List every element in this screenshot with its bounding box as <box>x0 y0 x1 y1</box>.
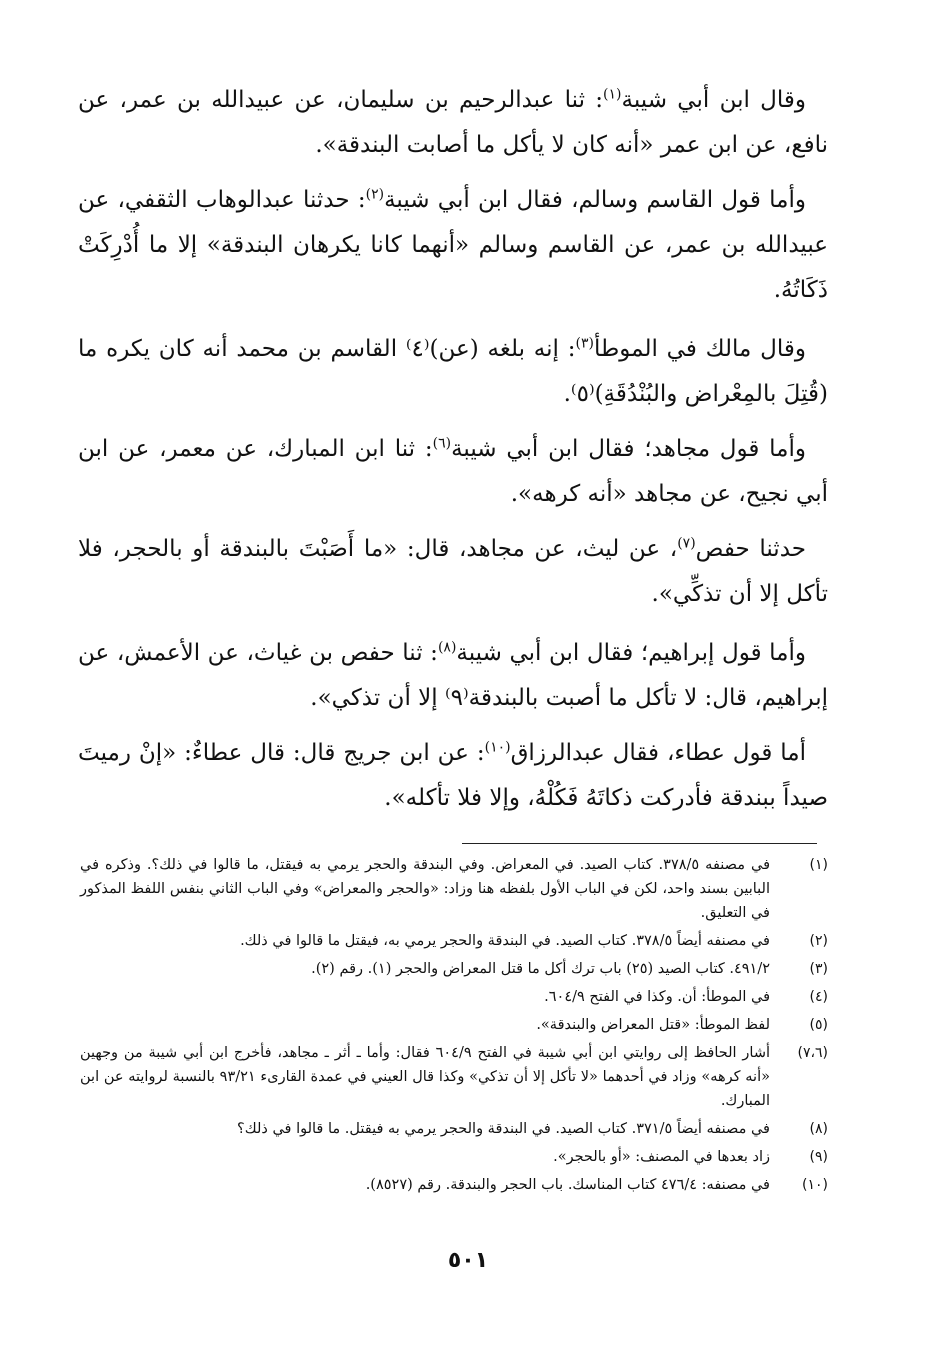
footnote-ref[interactable]: (٢) <box>365 186 385 203</box>
paragraph-text: وأما قول إبراهيم؛ فقال ابن أبي شيبة <box>456 640 806 666</box>
paragraph-text: : ثنا حفص بن غياث، عن الأعمش، عن إبراهيم، قال: لا تأكل ما أصبت بالبندقة⁽٩⁾ إلا أن تذكي». <box>78 640 828 711</box>
footnote-text: زاد بعدها في المصنف: «أو بالحجر». <box>553 1149 770 1165</box>
paragraph-text: : حدثنا عبدالوهاب الثقفي، عن عبيدالله بن عمر، عن القاسم وسالم «أنهما كانا يكرهان البندقة» إلا ما أُدْرِكَتْ ذَكَاتُهُ. <box>78 187 828 303</box>
footnote-number: (٤) <box>809 989 828 1005</box>
page-number: ٥٠١ <box>447 1248 489 1273</box>
paragraph-text: ، عن ليث، عن مجاهد، قال: «ما أَصَبْتَ بالبندقة أو بالحجر، فلا تأكل إلا أن تذكِّي». <box>78 536 828 607</box>
footnote-ref[interactable]: (٨) <box>437 639 457 656</box>
footnotes <box>80 853 828 1201</box>
footnote-item <box>80 1117 828 1141</box>
footnote-text: لفظ الموطأ: «قتل المعراض والبندقة». <box>536 1017 770 1033</box>
footnote-number: (٧،٦) <box>797 1045 828 1061</box>
footnote-ref[interactable]: (١) <box>603 86 622 103</box>
paragraph-ibrahim <box>78 631 828 721</box>
paragraph-ibn-umar <box>78 78 828 168</box>
main-text <box>78 78 828 831</box>
footnote-text: في مصنفه أيضاً ٣٧١/٥. كتاب الصيد. في البندقة والحجر يرمي به فيقتل. ما قالوا في ذلك؟ <box>237 1121 770 1137</box>
footnote-item <box>80 1041 828 1113</box>
footnote-ref[interactable]: (٣) <box>575 335 594 352</box>
footnote-number: (٩) <box>809 1149 828 1165</box>
footnote-ref[interactable]: (٦) <box>432 435 452 452</box>
footnote-text: في الموطأ: أن. وكذا في الفتح ٦٠٤/٩. <box>544 989 770 1005</box>
paragraph-text: : ثنا عبدالرحيم بن سليمان، عن عبيدالله بن عمر، عن نافع، عن ابن عمر «أنه كان لا يأكل ما أصابت البندقة». <box>78 87 828 158</box>
footnote-number: (١٠) <box>802 1177 828 1193</box>
footnote-text: في مصنفه أيضاً ٣٧٨/٥. كتاب الصيد. في البندقة والحجر يرمي به، فيقتل ما قالوا في ذلك. <box>240 933 770 949</box>
paragraph-text: وأما قول القاسم وسالم، فقال ابن أبي شيبة <box>384 187 806 213</box>
paragraph-text: وأما قول مجاهد؛ فقال ابن أبي شيبة <box>451 436 807 462</box>
paragraph-text: : إنه بلغه (عن)⁽٤⁾ القاسم بن محمد أنه كان يكره ما (قُتِلَ بالمِعْراض والبُنْدُقَةِ)⁽٥⁾. <box>78 336 828 407</box>
footnote-text: في مصنفه: ٤٧٦/٤ كتاب المناسك. باب الحجر والبندقة. رقم (٨٥٢٧). <box>365 1177 770 1193</box>
footnote-number: (٥) <box>809 1017 828 1033</box>
paragraph-text: أما قول عطاء، فقال عبدالرزاق <box>510 740 806 766</box>
paragraph-text: وقال ابن أبي شيبة <box>621 87 807 113</box>
footnote-number: (٣) <box>809 961 828 977</box>
paragraph-malik <box>78 327 828 417</box>
paragraph-text: وقال مالك في الموطأ <box>593 336 806 362</box>
footnote-text: ٤٩١/٢. كتاب الصيد (٢٥) باب ترك أكل ما قتل المعراض والحجر (١). رقم (٢). <box>311 961 770 977</box>
paragraph-ata <box>78 731 828 821</box>
footnote-text: أشار الحافظ إلى روايتي ابن أبي شيبة في الفتح ٦٠٤/٩ فقال: وأما ـ أثر ـ مجاهد، فأخرج ابن أبي شيبة من وجهين «أنه كرهه» وزاد في أحدهما «لا تأكل إلا أن تذكي» وكذا قال العيني في عمدة القارىء ٩٣/٢١ بالنسبة لروايته عن ابن المبارك. <box>80 1045 770 1109</box>
footnote-divider <box>462 843 817 844</box>
footnote-ref[interactable]: (١٠) <box>484 739 511 756</box>
footnote-item <box>80 1013 828 1037</box>
footnote-ref[interactable]: (٧) <box>677 535 696 552</box>
paragraph-text: : ثنا ابن المبارك، عن معمر، عن ابن أبي نجيح، عن مجاهد «أنه كرهه». <box>78 436 828 507</box>
footnote-item <box>80 929 828 953</box>
paragraph-hafs <box>78 527 828 617</box>
paragraph-text: : عن ابن جريج قال: قال عطاءٌ: «إنْ رميتَ صيداً ببندقة فأدركت ذكاتَهُ فَكُلْهُ، وإلا فلا تأكله». <box>78 740 828 811</box>
footnote-number: (٢) <box>809 933 828 949</box>
footnote-number: (١) <box>809 857 828 873</box>
paragraph-text: حدثنا حفص <box>695 536 806 562</box>
footnote-number: (٨) <box>809 1121 828 1137</box>
footnote-item <box>80 1173 828 1197</box>
footnote-item <box>80 985 828 1009</box>
paragraph-mujahid <box>78 427 828 517</box>
paragraph-qasim-salim <box>78 178 828 313</box>
footnote-item <box>80 957 828 981</box>
footnote-text: في مصنفه ٣٧٨/٥. كتاب الصيد. في المعراض. وفي البندقة والحجر يرمي به فيقتل، ما قالوا في ذلك؟. وذكره في البابين بسند واحد، لكن في الباب الأول بلفظه هنا وزاد: «والحجر والمعراض» وفي الباب الثاني بنفس اللفظ المذكور في التعليق. <box>80 857 770 921</box>
footnote-item <box>80 853 828 925</box>
footnote-item <box>80 1145 828 1169</box>
